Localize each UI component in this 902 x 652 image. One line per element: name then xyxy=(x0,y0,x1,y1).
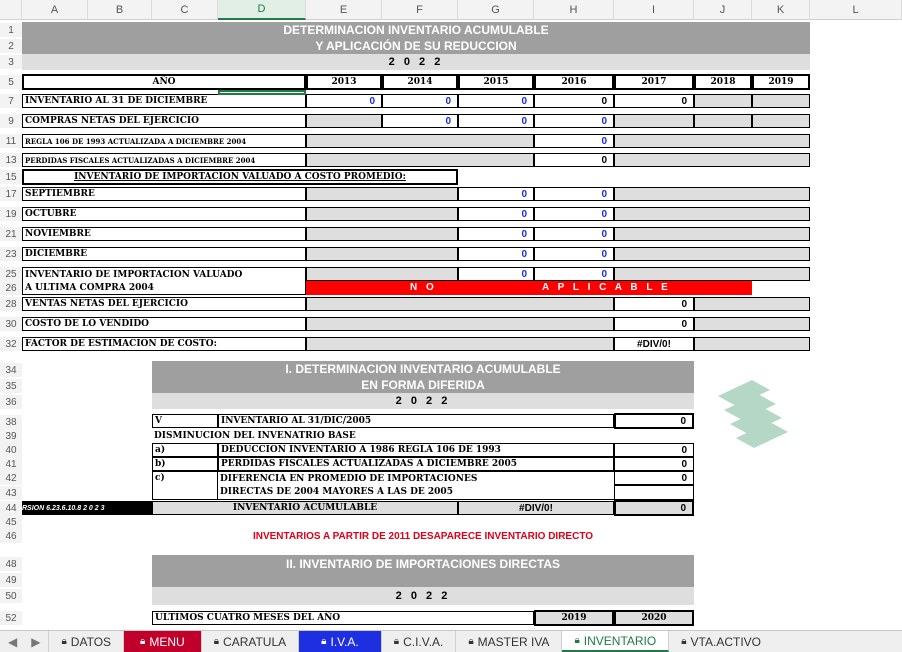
empty-cell[interactable] xyxy=(306,227,458,241)
value-cell[interactable]: 0 xyxy=(382,94,458,108)
tab-label: MENU xyxy=(149,634,185,649)
tab-inventario[interactable] xyxy=(562,631,669,652)
label-inventario-acumulable[interactable]: INVENTARIO ACUMULABLE xyxy=(152,501,458,515)
section2-title: II. INVENTARIO DE IMPORTACIONES DIRECTAS xyxy=(152,555,694,587)
tab-menu[interactable] xyxy=(124,631,202,652)
row-header[interactable]: 38 xyxy=(0,415,22,429)
empty-cell[interactable] xyxy=(306,297,614,311)
empty-cell[interactable] xyxy=(306,247,458,261)
section1-title-line-2: EN FORMA DIFERIDA xyxy=(152,377,694,393)
lock-icon: 🔒︎ xyxy=(140,636,146,647)
label-costo-vendido[interactable]: COSTO DE LO VENDIDO xyxy=(22,317,306,331)
row-header[interactable]: 9 xyxy=(0,114,22,128)
row-header[interactable]: 39 xyxy=(0,429,22,443)
empty-cell[interactable] xyxy=(694,94,752,108)
row-header[interactable]: 17 xyxy=(0,187,22,201)
empty-cell[interactable] xyxy=(694,317,810,331)
tab-label: INVENTARIO xyxy=(583,633,657,648)
label-importacion-promedio[interactable]: INVENTARIO DE IMPORTACION VALUADO A COSTO PROMEDIO: xyxy=(22,169,458,185)
value-cell[interactable]: 0 xyxy=(534,187,614,201)
empty-cell[interactable] xyxy=(614,114,694,128)
empty-cell[interactable] xyxy=(614,267,810,281)
aplicable-text: A P L I C A B L E xyxy=(542,282,671,293)
empty-cell[interactable] xyxy=(614,227,810,241)
col-header-d[interactable]: D xyxy=(218,0,306,20)
label-perdidas-fiscales[interactable]: PERDIDAS FISCALES ACTUALIZADAS A DICIEMBRE 2004 xyxy=(22,153,306,167)
section1-year: 2 0 2 2 xyxy=(152,393,694,409)
empty-cell[interactable] xyxy=(694,114,752,128)
year-cell-2020[interactable]: 2020 xyxy=(614,610,694,626)
tab-caratula[interactable] xyxy=(202,631,299,652)
value-cell[interactable]: 0 xyxy=(534,227,614,241)
row-header[interactable]: 1 xyxy=(0,23,22,37)
row-header[interactable]: 42 xyxy=(0,471,22,485)
lock-icon: 🔒︎ xyxy=(61,636,67,647)
label-inventario-2005[interactable]: INVENTARIO AL 31/DIC/2005 xyxy=(218,414,614,428)
year-cell-2013[interactable]: 2013 xyxy=(306,74,382,90)
empty-cell[interactable] xyxy=(306,187,458,201)
value-cell[interactable]: 0 xyxy=(534,267,614,281)
label-compras-netas[interactable]: COMPRAS NETAS DEL EJERCICIO xyxy=(22,114,306,128)
value-cell[interactable]: 0 xyxy=(458,227,534,241)
row-header[interactable]: 21 xyxy=(0,227,22,241)
row-header[interactable]: 5 xyxy=(0,75,22,89)
year-cell-2014[interactable]: 2014 xyxy=(382,74,458,90)
label-line: A ULTIMA COMPRA 2004 xyxy=(25,282,154,293)
empty-cell[interactable] xyxy=(306,134,534,148)
value-cell[interactable]: 0 xyxy=(614,94,694,108)
empty-cell[interactable] xyxy=(752,114,810,128)
row-header[interactable]: 49 xyxy=(0,573,22,587)
value-cell[interactable]: 0 xyxy=(458,187,534,201)
label-directas[interactable]: DIRECTAS DE 2004 MAYORES A LAS DE 2005 xyxy=(218,485,614,500)
row-header[interactable]: 45 xyxy=(0,515,22,529)
empty-cell[interactable] xyxy=(752,94,810,108)
label-importacion-valuado[interactable] xyxy=(22,267,306,295)
row-header[interactable]: 15 xyxy=(0,170,22,184)
label-disminucion[interactable]: DISMINUCION DEL INVENATRIO BASE xyxy=(154,431,356,441)
empty-cell[interactable] xyxy=(614,187,810,201)
sheet-tab-bar xyxy=(0,630,902,652)
lock-icon: 🔒︎ xyxy=(574,635,580,646)
row-header[interactable]: 19 xyxy=(0,207,22,221)
empty-cell[interactable] xyxy=(614,153,810,167)
next-sheet-icon[interactable]: ▶ xyxy=(31,634,41,649)
row-header[interactable]: 46 xyxy=(0,529,22,543)
value-cell[interactable]: 0 xyxy=(614,457,694,471)
empty-cell[interactable] xyxy=(614,485,694,500)
year-cell-2016[interactable]: 2016 xyxy=(534,74,614,90)
row-header[interactable]: 43 xyxy=(0,486,22,500)
row-header[interactable]: 23 xyxy=(0,247,22,261)
value-cell[interactable]: 0 xyxy=(614,500,694,516)
row-header[interactable]: 35 xyxy=(0,379,22,393)
label-factor-estimacion[interactable]: FACTOR DE ESTIMACION DE COSTO: xyxy=(22,337,306,351)
label-ultimos-meses[interactable]: ULTIMOS CUATRO MESES DEL AÑO xyxy=(152,611,534,625)
row-header[interactable]: 30 xyxy=(0,317,22,331)
col-header-k[interactable]: K xyxy=(752,0,810,20)
col-header-h[interactable]: H xyxy=(534,0,614,20)
no-aplicable-banner xyxy=(306,281,752,295)
tab-datos[interactable] xyxy=(49,631,124,652)
year-cell-2015[interactable]: 2015 xyxy=(458,74,534,90)
notice-text: INVENTARIOS A PARTIR DE 2011 DESAPARECE INVENTARIO DIRECTO xyxy=(252,530,594,542)
section2-year: 2 0 2 2 xyxy=(152,587,694,605)
tab-label: MASTER IVA xyxy=(477,634,550,649)
select-all-corner[interactable] xyxy=(0,0,22,20)
row-header[interactable]: 32 xyxy=(0,337,22,351)
code-c[interactable]: c) xyxy=(152,471,218,500)
label-septiembre[interactable]: SEPTIEMBRE xyxy=(22,187,306,201)
row-header[interactable]: 36 xyxy=(0,395,22,409)
no-text: N O xyxy=(410,282,437,293)
empty-cell[interactable] xyxy=(694,297,810,311)
tab-label: VTA.ACTIVO xyxy=(690,634,761,649)
lock-icon: 🔒︎ xyxy=(393,636,400,647)
tab-label: CARATULA xyxy=(223,634,287,649)
empty-cell[interactable] xyxy=(614,247,810,261)
label-octubre[interactable]: OCTUBRE xyxy=(22,207,306,221)
label-diciembre[interactable]: DICIEMBRE xyxy=(22,247,306,261)
value-cell[interactable]: 0 xyxy=(534,207,614,221)
value-cell[interactable]: 0 xyxy=(382,114,458,128)
value-cell[interactable]: 0 xyxy=(614,443,694,457)
value-cell[interactable]: 0 xyxy=(534,134,614,148)
value-cell[interactable]: 0 xyxy=(458,247,534,261)
label-diferencia[interactable]: DIFERENCIA EN PROMEDIO DE IMPORTACIONES xyxy=(218,471,614,485)
empty-cell[interactable] xyxy=(306,153,534,167)
value-cell[interactable]: 0 xyxy=(614,317,694,331)
row-header[interactable]: 41 xyxy=(0,457,22,471)
row-header[interactable]: 48 xyxy=(0,557,22,571)
section1-title-line-1: I. DETERMINACION INVENTARIO ACUMULABLE xyxy=(152,361,694,377)
label-noviembre[interactable]: NOVIEMBRE xyxy=(22,227,306,241)
row-header[interactable]: 52 xyxy=(0,611,22,625)
value-cell[interactable]: 0 xyxy=(534,247,614,261)
lock-icon: 🔒︎ xyxy=(468,636,474,647)
value-cell[interactable]: 0 xyxy=(614,297,694,311)
empty-cell[interactable] xyxy=(306,267,458,281)
row-header[interactable]: 28 xyxy=(0,297,22,311)
col-header-b[interactable]: B xyxy=(88,0,152,20)
year-cell-2017[interactable]: 2017 xyxy=(614,74,694,90)
label-deduccion[interactable]: DEDUCCION INVENTARIO A 1986 REGLA 106 DE 1993 xyxy=(218,443,614,457)
year-label-cell[interactable]: AÑO xyxy=(22,74,306,90)
value-cell[interactable]: #DIV/0! xyxy=(614,337,694,351)
prev-sheet-icon[interactable]: ◀ xyxy=(8,634,18,649)
col-header-e[interactable]: E xyxy=(306,0,382,20)
row-header[interactable]: 7 xyxy=(0,94,22,108)
version-label: RSION 6.23.6.10.8 2 0 2 3 xyxy=(22,501,152,515)
value-cell[interactable]: 0 xyxy=(458,207,534,221)
tab-label: DATOS xyxy=(70,634,112,649)
code-a[interactable]: a) xyxy=(152,443,218,457)
lock-icon: 🔒︎ xyxy=(681,636,687,647)
tab-master-iva[interactable] xyxy=(456,631,562,652)
col-header-c[interactable]: C xyxy=(152,0,218,20)
col-header-a[interactable]: A xyxy=(22,0,88,20)
tab-label: C.I.V.A. xyxy=(403,634,444,649)
value-cell[interactable]: 0 xyxy=(614,413,694,429)
empty-cell[interactable] xyxy=(614,207,810,221)
year-cell-2018[interactable]: 2018 xyxy=(694,74,752,90)
title-year: 2 0 2 2 xyxy=(22,54,810,70)
value-cell[interactable]: 0 xyxy=(458,114,534,128)
company-logo-icon xyxy=(712,380,790,452)
value-cell[interactable]: 0 xyxy=(614,471,694,485)
value-cell[interactable]: 0 xyxy=(458,94,534,108)
value-cell[interactable]: 0 xyxy=(534,153,614,167)
label-inventario-dic[interactable]: INVENTARIO AL 31 DE DICIEMBRE xyxy=(22,94,306,108)
empty-cell[interactable] xyxy=(306,317,614,331)
row-header[interactable]: 40 xyxy=(0,443,22,457)
row-header[interactable]: 3 xyxy=(0,55,22,69)
lock-icon: 🔒︎ xyxy=(213,636,220,647)
title-line-1: DETERMINACION INVENTARIO ACUMULABLE xyxy=(22,22,810,38)
empty-cell[interactable] xyxy=(306,337,614,351)
value-cell[interactable]: 0 xyxy=(306,94,382,108)
code-b[interactable]: b) xyxy=(152,457,218,471)
col-header-f[interactable]: F xyxy=(382,0,458,20)
empty-cell[interactable] xyxy=(306,207,458,221)
label-ventas-netas[interactable]: VENTAS NETAS DEL EJERCICIO xyxy=(22,297,306,311)
row-header[interactable]: 2 xyxy=(0,39,22,53)
empty-cell[interactable] xyxy=(614,134,810,148)
label-regla-106[interactable]: REGLA 106 DE 1993 ACTUALIZADA A DICIEMBRE 2004 xyxy=(22,134,306,148)
row-header[interactable]: 34 xyxy=(0,363,22,377)
empty-cell[interactable] xyxy=(306,114,382,128)
row-header[interactable]: 25 xyxy=(0,267,22,281)
col-header-i[interactable]: I xyxy=(614,0,694,20)
row-header[interactable]: 13 xyxy=(0,153,22,167)
active-cell-selection[interactable] xyxy=(218,90,306,95)
year-cell-2019[interactable]: 2019 xyxy=(752,74,810,90)
row-header[interactable]: 11 xyxy=(0,134,22,148)
col-header-l[interactable]: L xyxy=(810,0,902,20)
title-line-2: Y APLICACIÓN DE SU REDUCCION xyxy=(22,38,810,54)
label-line: INVENTARIO DE IMPORTACION VALUADO xyxy=(25,269,243,280)
row-header[interactable]: 26 xyxy=(0,281,22,295)
tab-label: I.V.A. xyxy=(330,634,359,649)
row-header[interactable]: 44 xyxy=(0,501,22,515)
row-header[interactable]: 50 xyxy=(0,589,22,603)
tab-navigation xyxy=(0,631,49,652)
div-error-cell[interactable]: #DIV/0! xyxy=(458,501,614,515)
col-header-g[interactable]: G xyxy=(458,0,534,20)
value-cell[interactable]: 0 xyxy=(534,94,614,108)
col-header-j[interactable]: J xyxy=(694,0,752,20)
lock-icon: 🔒︎ xyxy=(321,636,327,647)
tab-civa[interactable] xyxy=(382,631,457,652)
value-cell[interactable]: 0 xyxy=(534,114,614,128)
value-cell[interactable]: 0 xyxy=(458,267,534,281)
tab-vta-activo[interactable] xyxy=(669,631,773,652)
code-v[interactable]: V xyxy=(152,414,218,428)
tab-iva[interactable] xyxy=(299,631,382,652)
year-cell-2019[interactable]: 2019 xyxy=(534,610,614,626)
empty-cell[interactable] xyxy=(694,337,810,351)
label-perdidas-2005[interactable]: PERDIDAS FISCALES ACTUALIZADAS A DICIEMBRE 2005 xyxy=(218,457,614,471)
